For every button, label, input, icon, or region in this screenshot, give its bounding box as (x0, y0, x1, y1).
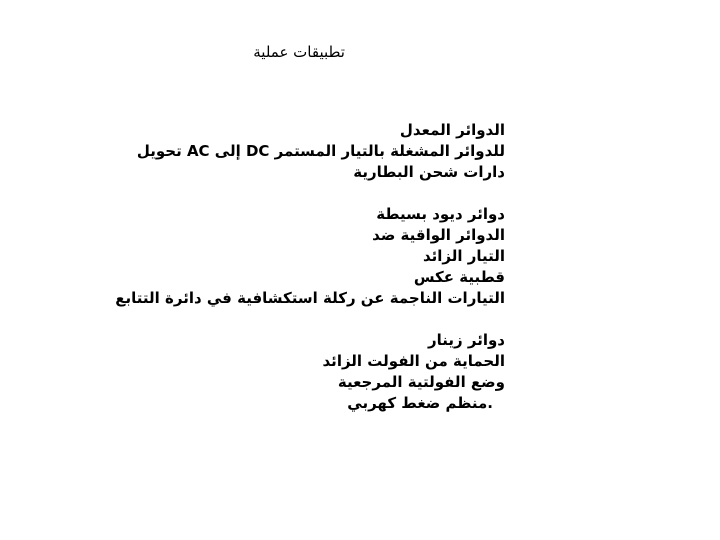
slide-body (115, 120, 505, 414)
section-3-heading: دوائر زينار (427, 331, 505, 349)
section-3-line: وضع الفولتية المرجعية (337, 373, 505, 391)
section-1-line: للدوائر المشغلة بالتيار المستمر DC إلى AC تحويل (136, 142, 505, 160)
section-2-line: التيارات الناجمة عن ركلة استكشافية في دائرة التتابع (115, 289, 505, 307)
section-2-line: قطبية عكس (413, 268, 505, 286)
section-3-line: .منظم ضغط كهربي (347, 394, 493, 412)
section-3-line: الحماية من الفولت الزائد (322, 352, 505, 370)
section-gap (145, 309, 505, 330)
section-2-heading: دوائر ديود بسيطة (376, 205, 505, 223)
slide-title: تطبيقات عملية (253, 43, 345, 61)
section-gap (145, 183, 505, 204)
section-1-line: دارات شحن البطارية (353, 163, 505, 181)
section-1-heading: الدوائر المعدل (399, 121, 505, 139)
section-2-line: الدوائر الواقية ضد (372, 226, 505, 244)
section-2-line: التيار الزائد (422, 247, 505, 265)
